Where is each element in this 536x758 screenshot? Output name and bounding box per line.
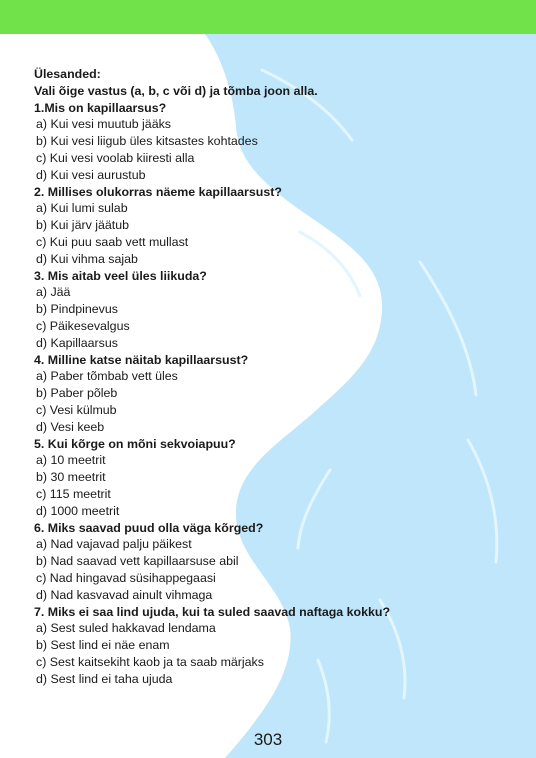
answer-option[interactable]: a) Jää: [36, 285, 71, 300]
question-text: 6. Miks saavad puud olla väga kõrged?: [34, 520, 264, 535]
question-block: [34, 520, 514, 604]
answer-option[interactable]: c) Vesi külmub: [36, 402, 117, 417]
question-block: [34, 604, 514, 688]
answer-option[interactable]: b) Kui vesi liigub üles kitsastes kohtades: [36, 134, 258, 149]
question-block: [34, 100, 514, 184]
answer-option[interactable]: a) Sest suled hakkavad lendama: [36, 621, 216, 636]
answer-option[interactable]: c) Päikesevalgus: [36, 318, 130, 333]
answer-option[interactable]: a) Nad vajavad palju päikest: [36, 537, 192, 552]
answer-option[interactable]: d) Kui vesi aurustub: [36, 167, 146, 182]
answer-option[interactable]: c) 115 meetrit: [36, 486, 111, 501]
question-text: 1.Mis on kapillaarsus?: [34, 100, 167, 115]
question-block: [34, 436, 514, 520]
answer-option[interactable]: a) Kui lumi sulab: [36, 201, 128, 216]
question-text: 3. Mis aitab veel üles liikuda?: [34, 268, 207, 283]
answer-option[interactable]: a) Paber tõmbab vett üles: [36, 369, 178, 384]
question-list: [34, 100, 514, 688]
exercise-heading: Ülesanded:: [34, 67, 101, 81]
question-text: 4. Milline katse näitab kapillaarsust?: [34, 352, 249, 367]
answer-option[interactable]: d) Nad kasvavad ainult vihmaga: [36, 587, 213, 602]
answer-option[interactable]: b) Kui järv jäätub: [36, 218, 129, 233]
answer-option[interactable]: d) Sest lind ei taha ujuda: [36, 671, 173, 686]
question-block: [34, 184, 514, 268]
question-block: [34, 352, 514, 436]
answer-option[interactable]: d) Kapillaarsus: [36, 335, 118, 350]
answer-option[interactable]: c) Kui puu saab vett mullast: [36, 234, 189, 249]
answer-option[interactable]: d) Kui vihma sajab: [36, 251, 138, 266]
answer-option[interactable]: b) Nad saavad vett kapillaarsuse abil: [36, 554, 239, 569]
answer-option[interactable]: b) 30 meetrit: [36, 470, 106, 485]
page-number: 303: [253, 730, 283, 749]
answer-option[interactable]: b) Pindpinevus: [36, 302, 118, 317]
question-block: [34, 268, 514, 352]
answer-option[interactable]: b) Paber põleb: [36, 386, 118, 401]
answer-option[interactable]: c) Kui vesi voolab kiiresti alla: [36, 150, 195, 165]
question-text: 2. Millises olukorras näeme kapillaarsust?: [34, 184, 282, 199]
exercise-instruction: Vali õige vastus (a, b, c või d) ja tõmba joon alla.: [34, 83, 318, 98]
answer-option[interactable]: c) Nad hingavad süsihappegaasi: [36, 570, 216, 585]
answer-option[interactable]: b) Sest lind ei näe enam: [36, 638, 170, 653]
answer-option[interactable]: d) 1000 meetrit: [36, 503, 120, 518]
answer-option[interactable]: d) Vesi keeb: [36, 419, 105, 434]
exercise-content: [34, 66, 514, 687]
answer-option[interactable]: c) Sest kaitsekiht kaob ja ta saab märjaks: [36, 654, 264, 669]
answer-option[interactable]: a) 10 meetrit: [36, 453, 106, 468]
question-text: 5. Kui kõrge on mõni sekvoiapuu?: [34, 436, 236, 451]
question-text: 7. Miks ei saa lind ujuda, kui ta suled saavad naftaga kokku?: [34, 604, 391, 619]
answer-option[interactable]: a) Kui vesi muutub jääks: [36, 117, 171, 132]
